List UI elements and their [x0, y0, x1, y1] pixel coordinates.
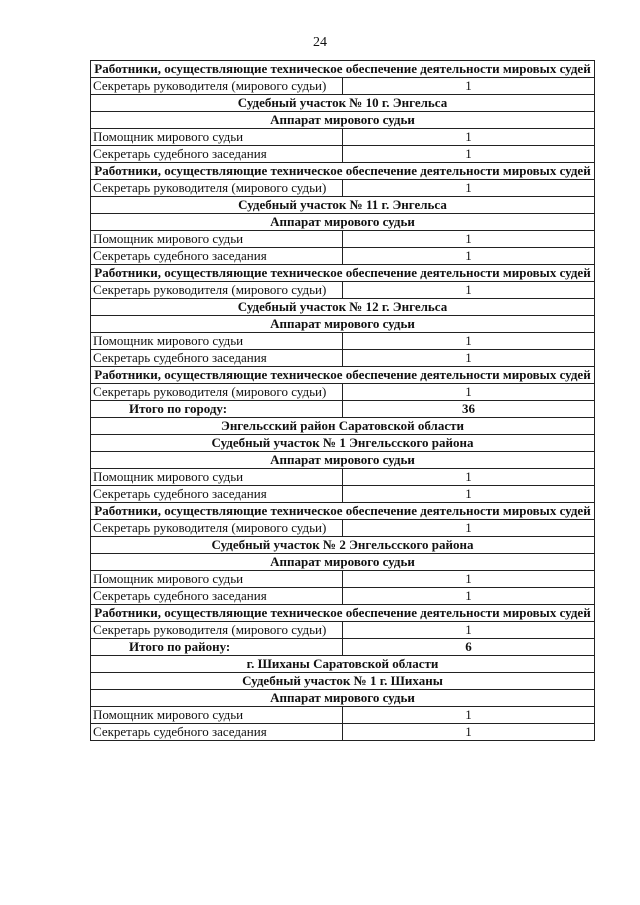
section-header-row	[91, 214, 595, 231]
position-count: 1	[343, 571, 595, 588]
position-name: Секретарь судебного заседания	[91, 486, 343, 503]
table-row	[91, 622, 595, 639]
table-row	[91, 588, 595, 605]
total-label: Итого по городу:	[91, 401, 343, 418]
section-header-row	[91, 673, 595, 690]
position-name: Помощник мирового судьи	[91, 469, 343, 486]
section-header: Работники, осуществляющие техническое обеспечение деятельности мировых судей	[91, 605, 595, 622]
table-row	[91, 384, 595, 401]
staffing-table	[90, 60, 595, 741]
position-count: 1	[343, 622, 595, 639]
section-header-row	[91, 554, 595, 571]
position-name: Помощник мирового судьи	[91, 707, 343, 724]
position-name: Секретарь судебного заседания	[91, 724, 343, 741]
section-header: Энгельсский район Саратовской области	[91, 418, 595, 435]
section-header: Работники, осуществляющие техническое обеспечение деятельности мировых судей	[91, 61, 595, 78]
position-count: 1	[343, 350, 595, 367]
table-row	[91, 180, 595, 197]
section-header-row	[91, 435, 595, 452]
position-name: Секретарь судебного заседания	[91, 248, 343, 265]
table-row	[91, 333, 595, 350]
table-row	[91, 146, 595, 163]
section-header-row	[91, 112, 595, 129]
table-row	[91, 350, 595, 367]
table-row	[91, 486, 595, 503]
total-row	[91, 639, 595, 656]
position-name: Секретарь судебного заседания	[91, 588, 343, 605]
position-count: 1	[343, 231, 595, 248]
section-header: Судебный участок № 10 г. Энгельса	[91, 95, 595, 112]
table-row	[91, 571, 595, 588]
table-row	[91, 231, 595, 248]
section-header-row	[91, 605, 595, 622]
position-name: Секретарь судебного заседания	[91, 146, 343, 163]
section-header: Аппарат мирового судьи	[91, 690, 595, 707]
table-row	[91, 724, 595, 741]
section-header-row	[91, 61, 595, 78]
section-header-row	[91, 690, 595, 707]
section-header-row	[91, 367, 595, 384]
position-name: Секретарь руководителя (мирового судьи)	[91, 78, 343, 95]
table-row	[91, 282, 595, 299]
table-row	[91, 707, 595, 724]
position-count: 1	[343, 248, 595, 265]
section-header: Аппарат мирового судьи	[91, 452, 595, 469]
position-count: 1	[343, 588, 595, 605]
position-count: 1	[343, 180, 595, 197]
section-header-row	[91, 265, 595, 282]
table-row	[91, 248, 595, 265]
position-name: Секретарь судебного заседания	[91, 350, 343, 367]
section-header-row	[91, 299, 595, 316]
position-name: Помощник мирового судьи	[91, 231, 343, 248]
table-row	[91, 520, 595, 537]
total-value: 36	[343, 401, 595, 418]
section-header-row	[91, 418, 595, 435]
section-header: Судебный участок № 12 г. Энгельса	[91, 299, 595, 316]
position-count: 1	[343, 282, 595, 299]
section-header-row	[91, 95, 595, 112]
section-header: Аппарат мирового судьи	[91, 316, 595, 333]
page-number: 24	[313, 35, 327, 50]
position-count: 1	[343, 724, 595, 741]
position-name: Секретарь руководителя (мирового судьи)	[91, 282, 343, 299]
total-label: Итого по району:	[91, 639, 343, 656]
position-count: 1	[343, 129, 595, 146]
position-name: Секретарь руководителя (мирового судьи)	[91, 520, 343, 537]
table-row	[91, 469, 595, 486]
section-header-row	[91, 197, 595, 214]
section-header: Работники, осуществляющие техническое обеспечение деятельности мировых судей	[91, 503, 595, 520]
section-header: Судебный участок № 1 Энгельсского района	[91, 435, 595, 452]
position-count: 1	[343, 520, 595, 537]
position-count: 1	[343, 469, 595, 486]
total-value: 6	[343, 639, 595, 656]
position-count: 1	[343, 486, 595, 503]
position-name: Помощник мирового судьи	[91, 571, 343, 588]
section-header: Работники, осуществляющие техническое обеспечение деятельности мировых судей	[91, 163, 595, 180]
position-count: 1	[343, 384, 595, 401]
position-name: Помощник мирового судьи	[91, 333, 343, 350]
section-header-row	[91, 316, 595, 333]
table-row	[91, 129, 595, 146]
position-count: 1	[343, 333, 595, 350]
section-header: Работники, осуществляющие техническое обеспечение деятельности мировых судей	[91, 367, 595, 384]
position-name: Помощник мирового судьи	[91, 129, 343, 146]
section-header-row	[91, 537, 595, 554]
section-header: Работники, осуществляющие техническое обеспечение деятельности мировых судей	[91, 265, 595, 282]
section-header: Аппарат мирового судьи	[91, 554, 595, 571]
position-count: 1	[343, 707, 595, 724]
section-header-row	[91, 452, 595, 469]
section-header: Судебный участок № 1 г. Шиханы	[91, 673, 595, 690]
section-header-row	[91, 163, 595, 180]
section-header: Судебный участок № 11 г. Энгельса	[91, 197, 595, 214]
section-header-row	[91, 503, 595, 520]
total-row	[91, 401, 595, 418]
section-header: Аппарат мирового судьи	[91, 112, 595, 129]
section-header: Судебный участок № 2 Энгельсского района	[91, 537, 595, 554]
staffing-table-body	[91, 61, 595, 741]
position-name: Секретарь руководителя (мирового судьи)	[91, 180, 343, 197]
position-count: 1	[343, 146, 595, 163]
section-header-row	[91, 656, 595, 673]
section-header: Аппарат мирового судьи	[91, 214, 595, 231]
table-row	[91, 78, 595, 95]
position-count: 1	[343, 78, 595, 95]
section-header: г. Шиханы Саратовской области	[91, 656, 595, 673]
position-name: Секретарь руководителя (мирового судьи)	[91, 384, 343, 401]
position-name: Секретарь руководителя (мирового судьи)	[91, 622, 343, 639]
